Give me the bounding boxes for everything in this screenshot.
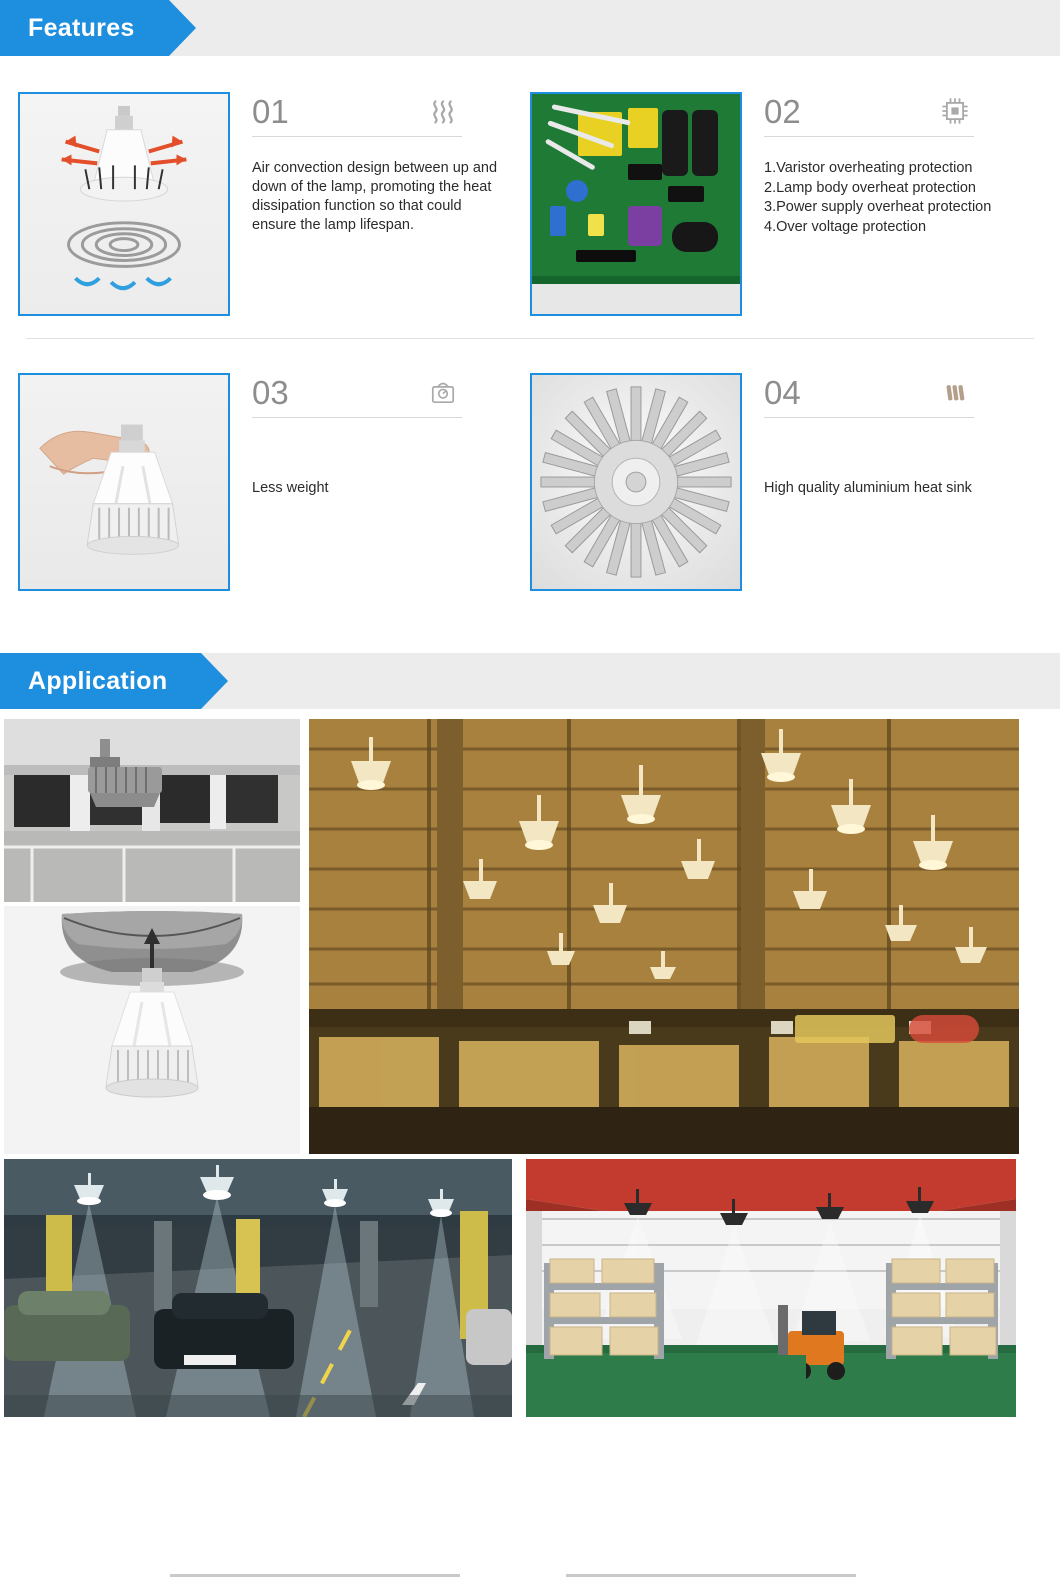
feature-01-description: Air convection design between up and down of the lamp, promoting the heat dissipation function so that could ensure the lamp lifespan. [252,160,498,234]
scale-icon [424,373,462,411]
application-title: Application [28,666,168,695]
feature-04-number: 04 [764,373,801,411]
feature-04-description: High quality aluminium heat sink [764,480,972,496]
feature-02-header [764,92,974,137]
features-banner-tab [0,0,169,56]
features-row-2 [18,339,1042,591]
application-image-parking-garage-high-bay-fixture [4,719,300,902]
features-title: Features [28,13,135,42]
application-image-retail-store-warehouse-ceiling-lights [309,719,1019,1154]
feature-02-text [742,92,1042,237]
features-row-1 [18,56,1042,316]
features-grid [0,56,1060,591]
feature-03-number: 03 [252,373,289,411]
application-section-banner [0,653,1060,709]
application-gallery [0,709,1060,1417]
feature-item-01 [18,92,530,316]
aluminium-bars-icon [936,373,974,411]
application-banner-tab [0,653,201,709]
feature-01-image [18,92,230,316]
feature-03-image [18,373,230,591]
feature-04-header [764,373,974,418]
chip-icon [936,92,974,130]
feature-04-text [742,373,1042,496]
application-image-warehouse-racking-forklift-lighting [526,1159,1016,1417]
feature-03-text [230,373,530,496]
heat-waves-icon [424,92,462,130]
feature-item-02 [530,92,1042,316]
features-section-banner [0,0,1060,56]
feature-02-protection-list [764,159,1036,237]
feature-04-image [530,373,742,591]
feature-item-04 [530,373,1042,591]
application-row-2 [4,1159,1052,1417]
feature-01-header [252,92,462,137]
feature-03-header [252,373,462,418]
feature-02-list-item: 1.Varistor overheating protection [764,160,973,176]
feature-item-03 [18,373,530,591]
application-image-underground-car-park-lighting [4,1159,512,1417]
application-row-1 [4,719,1052,1154]
feature-02-number: 02 [764,92,801,130]
feature-01-number: 01 [252,92,289,130]
feature-02-list-item: 2.Lamp body overheat protection [764,179,976,196]
feature-02-list-item: 4.Over voltage protection [764,218,927,235]
application-image-high-bay-lamp-with-reflector [4,906,300,1154]
application-left-column [4,719,304,1154]
feature-03-description: Less weight [252,480,329,496]
feature-02-list-item: 3.Power supply overheat protection [764,199,992,216]
feature-02-image [530,92,742,316]
feature-01-text [230,92,530,236]
